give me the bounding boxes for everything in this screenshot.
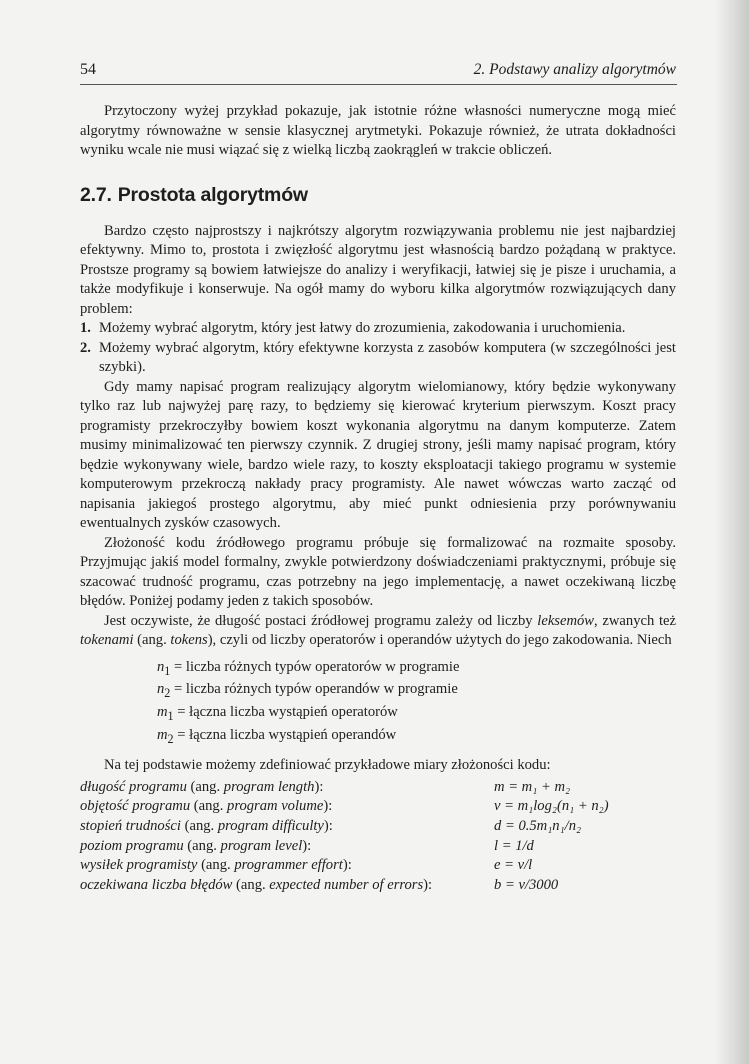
measure-term: poziom programu bbox=[80, 837, 184, 854]
def-variable: n bbox=[157, 658, 165, 675]
list-item-number: 1. bbox=[80, 320, 91, 336]
measure-term: stopień trudności bbox=[80, 818, 181, 835]
paragraph-3: Złożoność kodu źródłowego programu próbuje się formalizować na rozmaite sposoby. Przyjmując jakiś model formalny, zwykle potwierdzony doświadczeniami praktycznymi, próbuje się szacować trudność programu, czas potrzebny na jego implementację, a nawet oczekiwaną liczbę błędów. Poniżej podamy jeden z takich sposobów. bbox=[80, 534, 676, 609]
measure-eng-close: ): bbox=[323, 798, 333, 815]
def-variable: m bbox=[157, 704, 168, 721]
def-subscript: 2 bbox=[164, 686, 171, 701]
page-number: 54 bbox=[80, 61, 96, 78]
measure-eng-close: ): bbox=[314, 778, 324, 795]
def-subscript: 1 bbox=[164, 663, 171, 678]
measure-label bbox=[80, 817, 494, 837]
def-text: = liczba różnych typów operatorów w programie bbox=[170, 658, 460, 675]
measure-formula: e = v/l bbox=[494, 857, 533, 874]
measure-term: objętość programu bbox=[80, 798, 191, 815]
list-item-number: 2. bbox=[80, 339, 91, 356]
measure-english: program difficulty bbox=[217, 818, 324, 835]
measure-eng-open: (ang. bbox=[197, 857, 235, 874]
measure-row bbox=[80, 876, 676, 896]
list-item-text: Możemy wybrać algorytm, który jest łatwy do zrozumienia, zakodowania i uruchomienia. bbox=[99, 320, 626, 336]
def-subscript: 1 bbox=[167, 709, 174, 724]
measure-english: programmer effort bbox=[234, 857, 343, 874]
section-number: 2.7. bbox=[80, 183, 112, 206]
paragraph-4-text: ), czyli od liczby operatorów i operandów użytych do jego zakodowania. Niech bbox=[207, 632, 672, 648]
section-title: Prostota algorytmów bbox=[117, 183, 308, 206]
running-header: 2. Podstawy analizy algorytmów bbox=[473, 61, 676, 78]
definition-row bbox=[157, 726, 676, 749]
measure-label bbox=[80, 856, 494, 876]
term-tokens-en: tokens bbox=[170, 632, 208, 648]
paragraph-5: Na tej podstawie możemy zdefiniować przykładowe miary złożoności kodu: bbox=[104, 757, 551, 774]
list-item-text: Możemy wybrać algorytm, który efektywne korzysta z zasobów komputera (w szczególności jest szybki). bbox=[99, 339, 676, 375]
measure-row bbox=[80, 856, 676, 876]
def-variable: m bbox=[157, 727, 168, 744]
definition-row bbox=[157, 703, 676, 726]
def-text: = łączna liczba wystąpień operandów bbox=[173, 727, 397, 744]
measure-term: oczekiwana liczba błędów bbox=[80, 877, 233, 894]
measure-formula: l = 1/d bbox=[494, 837, 534, 854]
measure-english: expected number of errors bbox=[269, 877, 424, 894]
measure-formula: b = v/3000 bbox=[494, 877, 559, 894]
definition-row bbox=[157, 680, 676, 703]
def-text: = łączna liczba wystąpień operatorów bbox=[173, 704, 398, 721]
measure-row bbox=[80, 797, 676, 817]
measure-eng-close: ): bbox=[302, 837, 312, 854]
measure-eng-open: (ang. bbox=[180, 818, 218, 835]
measure-label bbox=[80, 778, 494, 798]
measure-eng-open: (ang. bbox=[190, 798, 228, 815]
measure-formula: d = 0.5m₁n₁/n₂ bbox=[494, 818, 582, 835]
paragraph-4-text: Jest oczywiste, że długość postaci źródłowej programu zależy od liczby bbox=[104, 612, 538, 629]
term-lexemes: leksemów bbox=[537, 612, 595, 629]
measure-term: wysiłek programisty bbox=[80, 857, 198, 874]
measure-label bbox=[80, 797, 494, 817]
def-variable: n bbox=[157, 681, 165, 698]
numbered-list bbox=[80, 319, 676, 378]
measure-english: program volume bbox=[227, 798, 324, 815]
measure-eng-close: ): bbox=[323, 818, 333, 835]
measure-english: program length bbox=[223, 778, 315, 795]
measure-english: program level bbox=[220, 837, 303, 854]
paragraph-2: Gdy mamy napisać program realizujący algorytm wielomianowy, który będzie wykonywany tylko raz lub najwyżej parę razy, to będziemy się kierować kryterium pierwszym. Koszt pracy programisty przekroczyłby bowiem koszt wykonania algorytmu na danym komputerze. Zatem musimy minimalizować ten pierwszy czynnik. Z drugiej strony, jeśli mamy napisać program, który będzie wykonywany wiele, bardzo wiele razy, to koszty eksploatacji takiego programu w systemie komputerowym przekroczą nakłady pracy programisty. Ale nawet wówczas warto zacząć od napisania jakiegoś prostego algorytmu, aby mieć punkt odniesienia przy porównywaniu ewentualnych zysków czasowych. bbox=[80, 378, 676, 531]
measure-row bbox=[80, 778, 676, 798]
paragraph-4 bbox=[80, 612, 676, 651]
measure-eng-close: ): bbox=[423, 877, 433, 894]
def-subscript: 2 bbox=[167, 732, 174, 747]
measure-eng-open: (ang. bbox=[186, 778, 224, 795]
complexity-measures bbox=[80, 778, 676, 896]
measure-eng-close: ): bbox=[342, 857, 352, 874]
paragraph-4-text: (ang. bbox=[133, 632, 171, 648]
list-item bbox=[80, 339, 676, 378]
definition-row bbox=[157, 658, 676, 681]
measure-eng-open: (ang. bbox=[183, 837, 221, 854]
measure-eng-open: (ang. bbox=[232, 877, 270, 894]
header-rule bbox=[80, 84, 677, 85]
measure-label bbox=[80, 876, 494, 896]
def-text: = liczba różnych typów operandów w programie bbox=[170, 681, 458, 698]
measure-label bbox=[80, 837, 494, 857]
measure-formula: v = m₁log₂(n₁ + n₂) bbox=[494, 798, 609, 815]
section-heading bbox=[80, 183, 676, 207]
list-item bbox=[80, 319, 676, 339]
term-tokens-pl: tokenami bbox=[80, 632, 134, 648]
page-edge-shadow bbox=[715, 0, 749, 1064]
measure-row bbox=[80, 837, 676, 857]
measure-term: długość programu bbox=[80, 778, 187, 795]
variable-definitions bbox=[157, 658, 676, 750]
paragraph-4-text: , zwanych też bbox=[594, 612, 676, 629]
measure-formula: m = m₁ + m₂ bbox=[494, 778, 571, 795]
paragraph-1: Bardzo często najprostszy i najkrótszy algorytm rozwiązywania problemu nie jest najbardziej efektywny. Mimo to, prostota i zwięzłość algorytmu jest własnością bardzo pożądaną w praktyce. Prostsze programy są bowiem łatwiejsze do analizy i weryfikacji, łatwiej się je pisze i uruchamia, a także modyfikuje i konserwuje. Na ogół mamy do wyboru kilka algorytmów rozwiązujących dany problem: bbox=[80, 222, 676, 317]
intro-paragraph: Przytoczony wyżej przykład pokazuje, jak istotnie różne własności numeryczne mogą mieć algorytmy równoważne w sensie klasycznej arytmetyki. Pokazuje również, że utrata dokładności wyniku wcale nie musi wiązać się z wielką liczbą zaokrągleń w trakcie obliczeń. bbox=[80, 103, 676, 158]
page-body bbox=[80, 102, 676, 896]
measure-row bbox=[80, 817, 676, 837]
